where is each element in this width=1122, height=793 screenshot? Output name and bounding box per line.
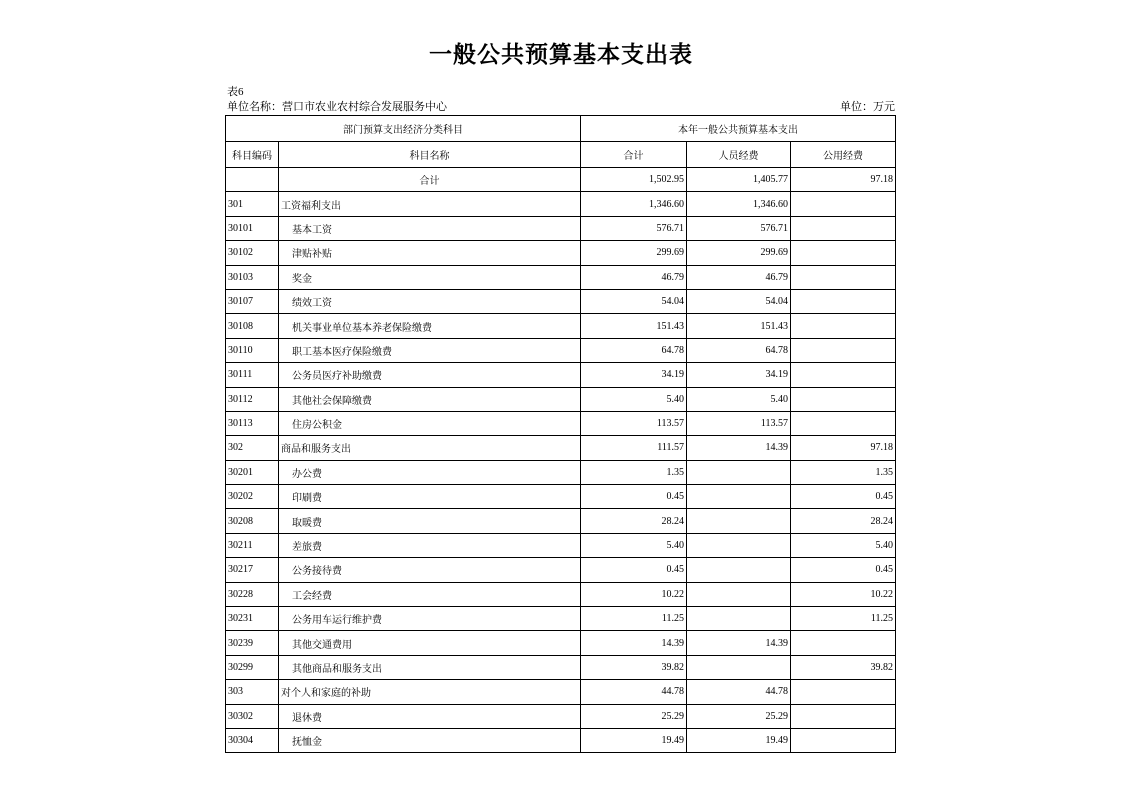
cell-total: 28.24 [581,509,687,533]
cell-name: 对个人和家庭的补助 [279,680,581,704]
cell-code: 30304 [226,728,279,752]
cell-personnel: 5.40 [687,387,791,411]
cell-total: 111.57 [581,436,687,460]
table-row [226,631,896,655]
cell-code: 30239 [226,631,279,655]
cell-public: 10.22 [791,582,896,606]
cell-total: 0.45 [581,558,687,582]
cell-name: 其他商品和服务支出 [279,655,581,679]
cell-total: 19.49 [581,728,687,752]
cell-name: 津贴补贴 [279,241,581,265]
cell-name: 办公费 [279,460,581,484]
cell-name: 工会经费 [279,582,581,606]
table-row [226,509,896,533]
cell-personnel: 14.39 [687,436,791,460]
cell-name: 其他交通费用 [279,631,581,655]
cell-code: 303 [226,680,279,704]
cell-total: 5.40 [581,387,687,411]
cell-personnel [687,460,791,484]
cell-total: 54.04 [581,289,687,313]
cell-code: 30112 [226,387,279,411]
column-header-personnel: 人员经费 [687,142,791,168]
cell-code: 30101 [226,216,279,240]
column-header-total: 合计 [581,142,687,168]
cell-code: 30102 [226,241,279,265]
cell-code: 30111 [226,363,279,387]
cell-name: 其他社会保障缴费 [279,387,581,411]
cell-public [791,289,896,313]
cell-code: 30107 [226,289,279,313]
cell-personnel [687,607,791,631]
table-row [226,582,896,606]
cell-public: 0.45 [791,485,896,509]
group-header-row [226,116,896,142]
cell-code: 30113 [226,411,279,435]
cell-personnel: 576.71 [687,216,791,240]
cell-total: 46.79 [581,265,687,289]
cell-public: 1.35 [791,460,896,484]
cell-public [791,216,896,240]
page-title: 一般公共预算基本支出表 [429,42,693,68]
table-row [226,314,896,338]
cell-total: 5.40 [581,533,687,557]
table-row [226,265,896,289]
cell-public: 97.18 [791,436,896,460]
cell-code: 30108 [226,314,279,338]
cell-total: 44.78 [581,680,687,704]
column-header-row [226,142,896,168]
table-row [226,241,896,265]
cell-code: 30208 [226,509,279,533]
cell-personnel [687,485,791,509]
table-number-label: 表6 [227,86,244,98]
cell-code: 301 [226,192,279,216]
budget-table [225,115,896,753]
cell-name: 住房公积金 [279,411,581,435]
table-row [226,436,896,460]
cell-personnel: 64.78 [687,338,791,362]
cell-total: 11.25 [581,607,687,631]
cell-name: 差旅费 [279,533,581,557]
table-row [226,533,896,557]
cell-personnel: 19.49 [687,728,791,752]
cell-total: 34.19 [581,363,687,387]
cell-name: 取暖费 [279,509,581,533]
cell-personnel: 14.39 [687,631,791,655]
cell-name: 商品和服务支出 [279,436,581,460]
cell-total: 14.39 [581,631,687,655]
cell-public [791,338,896,362]
cell-name: 合计 [279,168,581,192]
cell-name: 印刷费 [279,485,581,509]
group-header-classification: 部门预算支出经济分类科目 [226,116,581,142]
cell-total: 151.43 [581,314,687,338]
cell-public [791,704,896,728]
cell-total: 113.57 [581,411,687,435]
cell-personnel: 54.04 [687,289,791,313]
cell-code: 30202 [226,485,279,509]
cell-total: 64.78 [581,338,687,362]
cell-public: 97.18 [791,168,896,192]
column-header-code: 科目编码 [226,142,279,168]
cell-code: 302 [226,436,279,460]
cell-public [791,411,896,435]
table-row [226,216,896,240]
table-row [226,289,896,313]
cell-public [791,387,896,411]
table-meta-row [227,98,895,114]
cell-code [226,168,279,192]
cell-code: 30217 [226,558,279,582]
cell-public [791,314,896,338]
cell-code: 30302 [226,704,279,728]
unit-name-label: 单位名称：营口市农业农村综合发展服务中心 [227,101,447,113]
cell-name: 工资福利支出 [279,192,581,216]
table-row [226,387,896,411]
cell-name: 基本工资 [279,216,581,240]
cell-public [791,631,896,655]
cell-public [791,728,896,752]
cell-total: 1,346.60 [581,192,687,216]
cell-code: 30299 [226,655,279,679]
table-row [226,655,896,679]
cell-total: 10.22 [581,582,687,606]
cell-total: 0.45 [581,485,687,509]
cell-public: 39.82 [791,655,896,679]
cell-personnel: 1,346.60 [687,192,791,216]
cell-total: 39.82 [581,655,687,679]
cell-personnel: 44.78 [687,680,791,704]
cell-public [791,680,896,704]
cell-public [791,363,896,387]
cell-public [791,265,896,289]
cell-personnel: 113.57 [687,411,791,435]
table-row [226,338,896,362]
cell-public: 5.40 [791,533,896,557]
column-header-public: 公用经费 [791,142,896,168]
cell-code: 30201 [226,460,279,484]
cell-public [791,192,896,216]
column-header-name: 科目名称 [279,142,581,168]
cell-public: 11.25 [791,607,896,631]
cell-personnel [687,558,791,582]
table-row [226,680,896,704]
cell-name: 机关事业单位基本养老保险缴费 [279,314,581,338]
table-row [226,460,896,484]
cell-name: 公务接待费 [279,558,581,582]
table-row [226,363,896,387]
table-row [226,558,896,582]
cell-code: 30103 [226,265,279,289]
table-row [226,168,896,192]
cell-name: 公务用车运行维护费 [279,607,581,631]
table-row [226,607,896,631]
cell-personnel [687,582,791,606]
cell-total: 25.29 [581,704,687,728]
cell-personnel: 1,405.77 [687,168,791,192]
cell-public: 28.24 [791,509,896,533]
cell-public [791,241,896,265]
cell-total: 299.69 [581,241,687,265]
cell-code: 30228 [226,582,279,606]
cell-total: 1.35 [581,460,687,484]
cell-personnel: 151.43 [687,314,791,338]
table-row [226,704,896,728]
group-header-current-year: 本年一般公共预算基本支出 [581,116,896,142]
cell-name: 公务员医疗补助缴费 [279,363,581,387]
cell-public: 0.45 [791,558,896,582]
table-row [226,411,896,435]
cell-code: 30110 [226,338,279,362]
table-row [226,728,896,752]
cell-name: 退休费 [279,704,581,728]
cell-personnel [687,655,791,679]
cell-personnel: 46.79 [687,265,791,289]
table-row [226,192,896,216]
cell-personnel [687,533,791,557]
cell-code: 30231 [226,607,279,631]
cell-personnel: 34.19 [687,363,791,387]
cell-name: 绩效工资 [279,289,581,313]
table-row [226,485,896,509]
cell-name: 奖金 [279,265,581,289]
table-body [226,168,896,753]
cell-code: 30211 [226,533,279,557]
cell-name: 抚恤金 [279,728,581,752]
cell-personnel: 25.29 [687,704,791,728]
cell-total: 576.71 [581,216,687,240]
unit-of-measure-label: 单位：万元 [840,101,895,113]
cell-name: 职工基本医疗保险缴费 [279,338,581,362]
cell-total: 1,502.95 [581,168,687,192]
cell-personnel: 299.69 [687,241,791,265]
cell-personnel [687,509,791,533]
